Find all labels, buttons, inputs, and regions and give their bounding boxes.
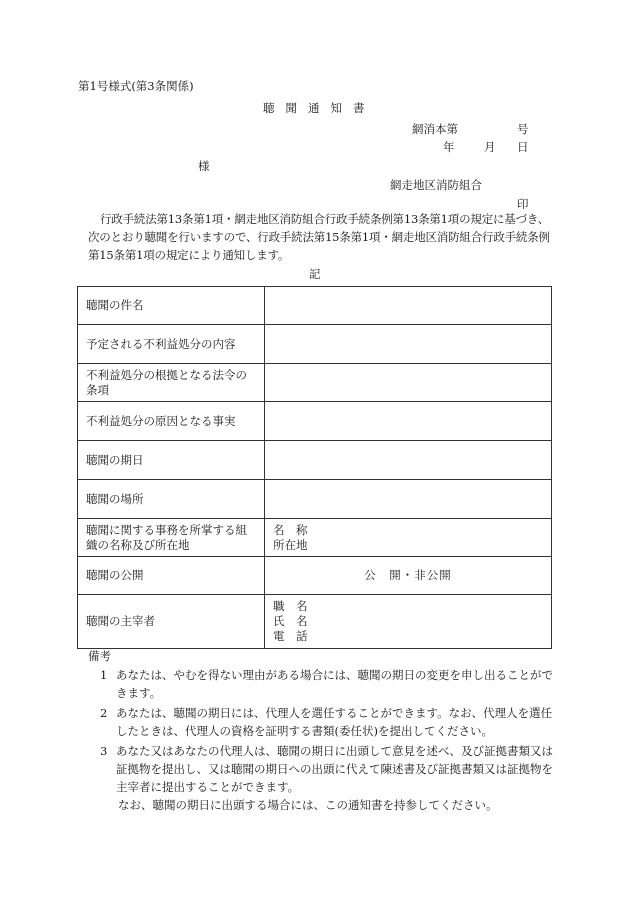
form-number: 第1号様式(第3条関係)	[78, 79, 194, 93]
row-label: 不利益処分の根拠となる法令の条項	[78, 364, 265, 402]
row-value	[265, 480, 552, 519]
list-item	[100, 742, 558, 796]
note-number: 1	[100, 668, 108, 682]
public-status-value: 公 開・非公開	[265, 557, 552, 595]
table-row	[78, 364, 552, 402]
doc-number-prefix: 網消本第	[412, 122, 458, 136]
row-value	[265, 287, 552, 325]
date-year: 年	[443, 140, 455, 154]
row-label: 聴聞の主宰者	[78, 595, 265, 649]
row-value	[265, 519, 552, 557]
row-value	[265, 441, 552, 480]
presider-title-label: 職 名	[273, 599, 308, 613]
row-label: 聴聞の件名	[78, 287, 265, 325]
row-value	[265, 325, 552, 364]
organization-name-label: 名 称	[273, 522, 308, 537]
note-final: なお、聴聞の期日に出頭する場合には、この通知書を持参してください。	[118, 798, 498, 812]
row-label: 聴聞の期日	[78, 441, 265, 480]
date-month: 月	[484, 140, 496, 154]
table-row	[78, 325, 552, 364]
intro-paragraph: 行政手続法第13条第1項・網走地区消防組合行政手続条例第13条第1項の規定に基づき、次のとおり聴聞を行いますので、行政手続法第15条第1項・網走地区消防組合行政手続条例第15条第1項の規定により通知します。	[88, 212, 550, 262]
notes-list	[100, 666, 558, 798]
list-item	[100, 666, 558, 702]
row-value	[265, 402, 552, 441]
note-number: 2	[100, 706, 108, 720]
presider-phone-label: 電 話	[273, 629, 308, 643]
note-number: 3	[100, 744, 108, 758]
note-text: あなた又はあなたの代理人は、聴聞の期日に出頭して意見を述べ、及び証拠書類又は証拠物を提出し、又は聴聞の期日への出頭に代えて陳述書及び証拠書類又は証拠物を主宰者に提出することができます。	[116, 744, 553, 794]
table-row	[78, 480, 552, 519]
notes-title: 備考	[88, 649, 111, 663]
sender-name: 網走地区消防組合	[390, 178, 482, 192]
date-day: 日	[517, 140, 529, 154]
hearing-details-table	[77, 286, 552, 649]
list-item	[100, 704, 558, 740]
table-row	[78, 557, 552, 595]
table-row	[78, 287, 552, 325]
presider-name-label: 氏 名	[273, 614, 308, 628]
table-row	[78, 402, 552, 441]
organization-location-label: 所在地	[273, 537, 308, 552]
note-text: あなたは、聴聞の期日には、代理人を選任することができます。なお、代理人を選任したときは、代理人の資格を証明する書類(委任状)を提出してください。	[116, 706, 553, 738]
table-row	[78, 519, 552, 557]
row-label: 不利益処分の原因となる事実	[78, 402, 265, 441]
row-label: 予定される不利益処分の内容	[78, 325, 265, 364]
note-text: あなたは、やむを得ない理由がある場合には、聴聞の期日の変更を申し出ることができます。	[116, 668, 553, 700]
document-title: 聴聞通知書	[263, 101, 376, 115]
row-label: 聴聞の公開	[78, 557, 265, 595]
ki-heading: 記	[309, 267, 321, 281]
table-row	[78, 595, 552, 649]
row-label: 聴聞に関する事務を所掌する組織の名称及び所在地	[78, 519, 265, 557]
seal-mark: 印	[517, 197, 529, 211]
addressee-suffix: 様	[198, 159, 210, 173]
row-value	[265, 364, 552, 402]
row-label: 聴聞の場所	[78, 480, 265, 519]
doc-number-suffix: 号	[517, 122, 529, 136]
row-value	[265, 595, 552, 649]
table-row	[78, 441, 552, 480]
